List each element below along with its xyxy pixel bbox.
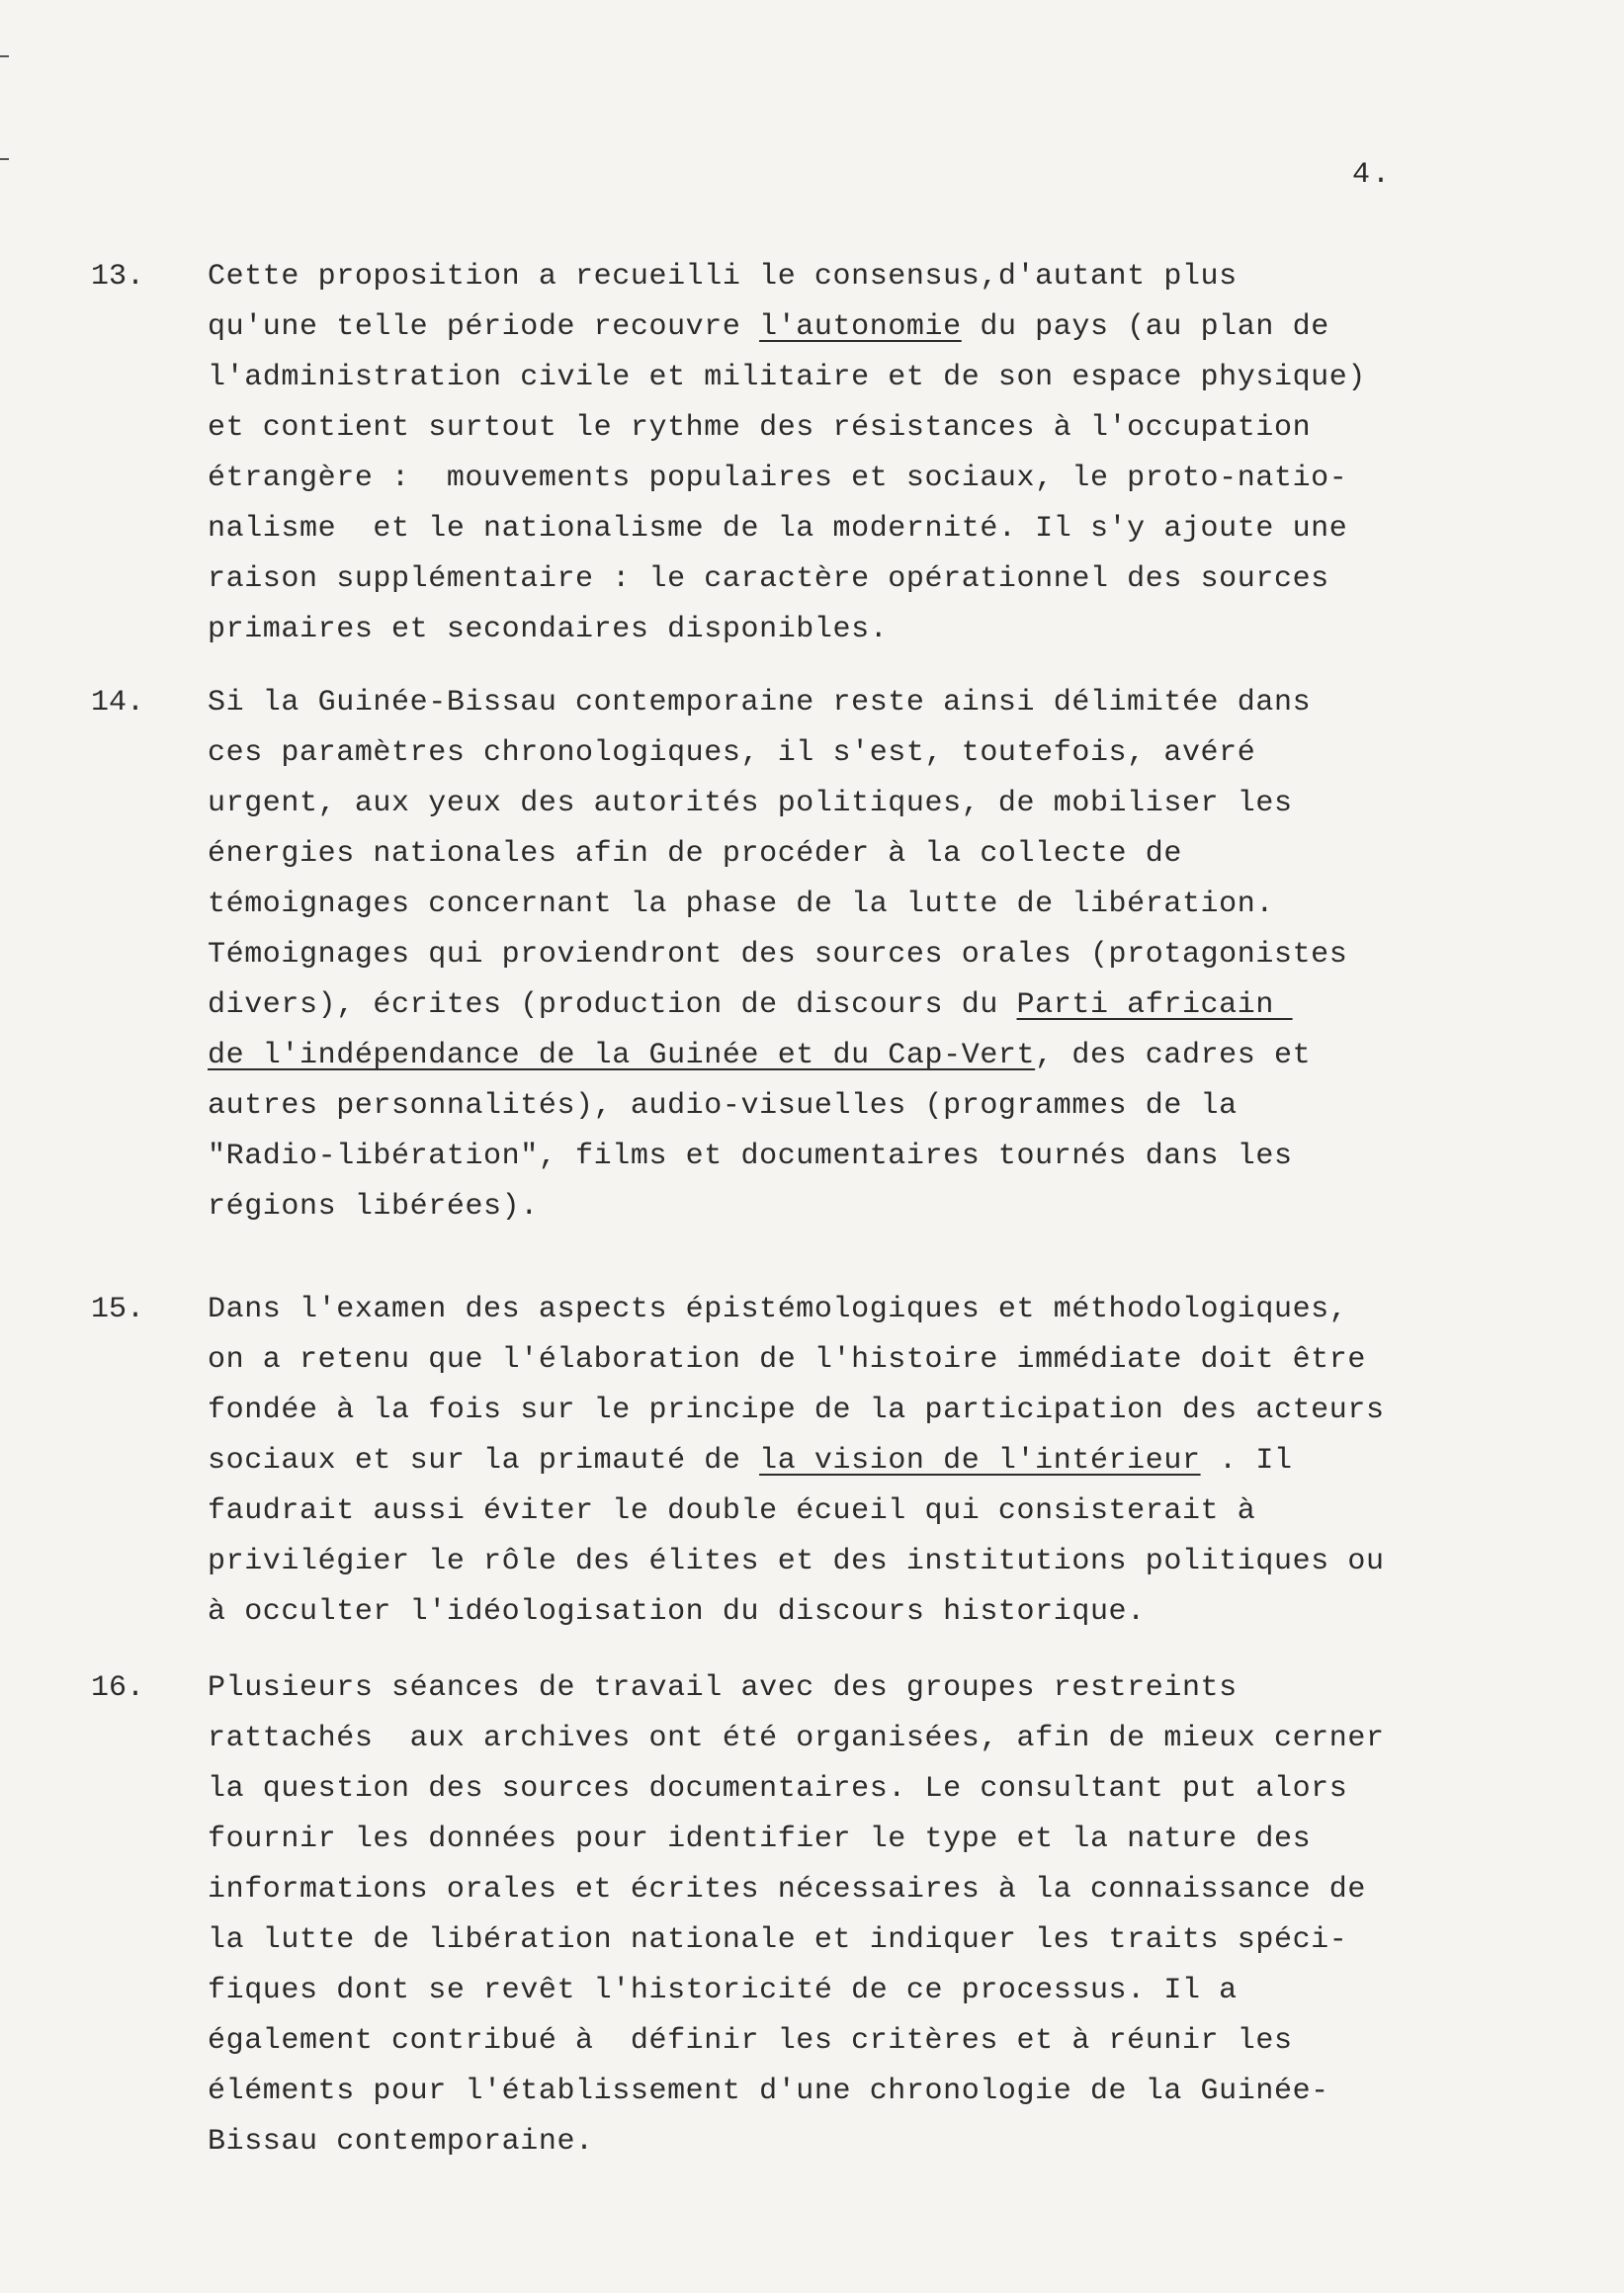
text-line: rattachés aux archives ont été organisées, afin de mieux cerner <box>208 1722 1385 1755</box>
underlined-term: la vision de l'intérieur <box>759 1444 1201 1478</box>
text-line: fiques dont se revêt l'historicité de ce processus. Il a <box>208 1974 1238 2007</box>
text-line: ces paramètres chronologiques, il s'est, toutefois, avéré <box>208 736 1256 770</box>
text-line: nalisme et le nationalisme de la modernité. Il s'y ajoute une <box>208 512 1348 546</box>
text-line: énergies nationales afin de procéder à la collecte de <box>208 837 1182 871</box>
text-line: Témoignages qui proviendront des sources orales (protagonistes <box>208 938 1348 972</box>
text-line: la lutte de libération nationale et indiquer les traits spéci- <box>208 1923 1348 1957</box>
text-line: on a retenu que l'élaboration de l'histoire immédiate doit être <box>208 1343 1366 1377</box>
underlined-term: Parti africain <box>1016 988 1293 1022</box>
paragraph-number: 16. <box>91 1671 145 1705</box>
text-line: divers), écrites (production de discours du Parti africain <box>208 988 1293 1022</box>
text-line: primaires et secondaires disponibles. <box>208 613 889 646</box>
paragraph-number: 15. <box>91 1293 145 1326</box>
text-line: également contribué à définir les critères et à réunir les <box>208 2024 1293 2058</box>
text-line: témoignages concernant la phase de la lutte de libération. <box>208 888 1274 921</box>
underlined-term: l'autonomie <box>759 310 962 344</box>
text-line: l'administration civile et militaire et de son espace physique) <box>208 361 1366 394</box>
text-line: privilégier le rôle des élites et des institutions politiques ou <box>208 1545 1385 1578</box>
text-line: informations orales et écrites nécessaires à la connaissance de <box>208 1873 1366 1907</box>
text-line: Bissau contemporaine. <box>208 2125 594 2159</box>
paragraph-text <box>208 1663 1542 2167</box>
text-line: sociaux et sur la primauté de la vision de l'intérieur . Il <box>208 1444 1293 1478</box>
text-line: Cette proposition a recueilli le consensus,d'autant plus <box>208 260 1238 294</box>
text-line: de l'indépendance de la Guinée et du Cap-Vert, des cadres et <box>208 1039 1312 1072</box>
text-line: faudrait aussi éviter le double écueil qui consisterait à <box>208 1494 1256 1528</box>
page-number: 4. <box>1352 158 1393 192</box>
text-line: raison supplémentaire : le caractère opérationnel des sources <box>208 562 1329 596</box>
text-line: à occulter l'idéologisation du discours historique. <box>208 1595 1146 1629</box>
paragraph-text <box>208 252 1542 655</box>
margin-tick <box>0 158 9 160</box>
text-line: fournir les données pour identifier le type et la nature des <box>208 1823 1312 1856</box>
text-line: qu'une telle période recouvre l'autonomie du pays (au plan de <box>208 310 1329 344</box>
text-line: régions libérées). <box>208 1190 539 1224</box>
text-line: autres personnalités), audio-visuelles (programmes de la <box>208 1089 1238 1123</box>
paragraph-number: 13. <box>91 260 145 294</box>
text-line: étrangère : mouvements populaires et sociaux, le proto-natio- <box>208 462 1348 495</box>
text-line: et contient surtout le rythme des résistances à l'occupation <box>208 411 1312 445</box>
paragraph-text <box>208 678 1542 1232</box>
text-line: "Radio-libération", films et documentaires tournés dans les <box>208 1140 1293 1173</box>
paragraph-number: 14. <box>91 686 145 720</box>
text-line: fondée à la fois sur le principe de la participation des acteurs <box>208 1394 1385 1427</box>
text-line: urgent, aux yeux des autorités politiques, de mobiliser les <box>208 787 1293 820</box>
paragraph-text <box>208 1285 1542 1638</box>
text-line: éléments pour l'établissement d'une chronologie de la Guinée- <box>208 2075 1329 2108</box>
underlined-term: de l'indépendance de la Guinée et du Cap-Vert <box>208 1039 1036 1072</box>
text-line: Si la Guinée-Bissau contemporaine reste ainsi délimitée dans <box>208 686 1312 720</box>
text-line: Dans l'examen des aspects épistémologiques et méthodologiques, <box>208 1293 1348 1326</box>
text-line: Plusieurs séances de travail avec des groupes restreints <box>208 1671 1238 1705</box>
text-line: la question des sources documentaires. Le consultant put alors <box>208 1772 1348 1806</box>
margin-tick <box>0 55 9 57</box>
